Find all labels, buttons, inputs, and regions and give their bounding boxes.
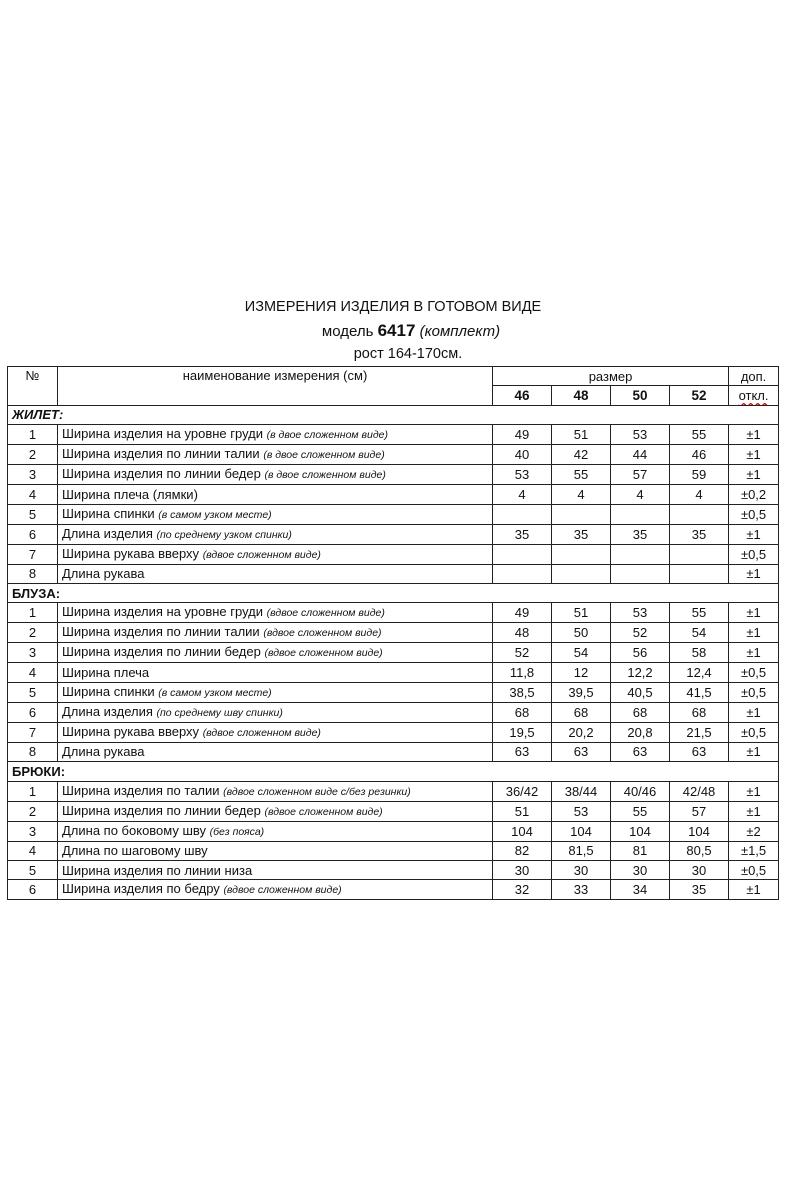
table-row <box>8 742 779 761</box>
measurement-note: (в самом узком месте) <box>158 686 272 699</box>
size-value-46: 48 <box>493 623 552 643</box>
col-header-name: наименование измерения (см) <box>58 367 493 406</box>
col-header-tol-1: доп. <box>729 367 779 386</box>
measurement-name: Ширина изделия по линии бедер <box>62 644 261 660</box>
table-row <box>8 425 779 445</box>
section-row <box>8 405 779 424</box>
tolerance-cell <box>729 465 779 485</box>
size-value-48: 50 <box>552 623 611 643</box>
row-number: 7 <box>8 544 58 564</box>
tolerance-value: ±0,5 <box>740 546 767 562</box>
measurement-note: (вдвое сложенном виде) <box>264 805 383 818</box>
measurement-name-cell <box>58 682 493 702</box>
size-value-48: 55 <box>552 465 611 485</box>
size-value-52: 104 <box>670 821 729 841</box>
tolerance-cell <box>729 425 779 445</box>
measurement-note: (вдвое сложенном виде) <box>202 548 321 561</box>
size-value-52: 55 <box>670 603 729 623</box>
section-title: БРЮКИ: <box>8 762 779 781</box>
measurement-note: (без пояса) <box>209 825 265 838</box>
size-value-48: 63 <box>552 742 611 761</box>
table-row <box>8 485 779 504</box>
size-value-48: 104 <box>552 821 611 841</box>
size-value-48: 12 <box>552 663 611 682</box>
size-value-46: 53 <box>493 465 552 485</box>
size-value-48 <box>552 564 611 583</box>
size-value-46: 11,8 <box>493 663 552 682</box>
size-value-46: 32 <box>493 880 552 900</box>
size-value-50: 57 <box>611 465 670 485</box>
table-row <box>8 860 779 879</box>
measurement-name: Длина по боковому шву <box>62 822 207 838</box>
size-value-46: 36/42 <box>493 781 552 801</box>
size-value-50: 63 <box>611 742 670 761</box>
size-value-48: 35 <box>552 524 611 544</box>
measurement-name-cell <box>58 663 493 682</box>
size-value-50 <box>611 544 670 564</box>
row-number: 4 <box>8 485 58 504</box>
tolerance-cell <box>729 880 779 900</box>
size-value-46: 68 <box>493 702 552 722</box>
measurement-name: Ширина изделия по линии талии <box>62 624 260 640</box>
tolerance-cell <box>729 841 779 860</box>
row-number: 2 <box>8 801 58 821</box>
measurement-name: Длина рукава <box>62 744 145 760</box>
col-header-tol-2-text: откл. <box>738 388 769 404</box>
size-value-46: 49 <box>493 425 552 445</box>
size-value-52: 46 <box>670 445 729 465</box>
tolerance-value: ±0,5 <box>740 665 767 681</box>
size-value-46 <box>493 564 552 583</box>
measurements-table <box>7 366 779 900</box>
measurement-name: Длина по шаговому шву <box>62 843 208 859</box>
tolerance-value: ±1 <box>746 783 761 799</box>
table-row <box>8 702 779 722</box>
tolerance-value: ±1 <box>746 744 761 760</box>
measurement-name-cell <box>58 722 493 742</box>
table-row <box>8 544 779 564</box>
size-value-52: 68 <box>670 702 729 722</box>
size-value-52: 30 <box>670 860 729 879</box>
tolerance-value: ±0,5 <box>740 724 767 740</box>
size-value-46: 38,5 <box>493 682 552 702</box>
size-value-52 <box>670 504 729 524</box>
measurement-name-cell <box>58 465 493 485</box>
measurement-name: Ширина изделия по талии <box>62 782 220 798</box>
measurement-name-cell <box>58 821 493 841</box>
table-row <box>8 643 779 663</box>
size-value-48: 20,2 <box>552 722 611 742</box>
document-title: ИЗМЕРЕНИЯ ИЗДЕЛИЯ В ГОТОВОМ ВИДЕ <box>244 299 542 315</box>
row-number: 5 <box>8 504 58 524</box>
row-number: 4 <box>8 841 58 860</box>
size-value-50: 35 <box>611 524 670 544</box>
size-value-52: 63 <box>670 742 729 761</box>
measurement-name-cell <box>58 742 493 761</box>
size-value-46: 49 <box>493 603 552 623</box>
tolerance-cell <box>729 860 779 879</box>
col-header-size: размер <box>493 367 729 386</box>
measurements-table-body <box>8 367 779 900</box>
measurement-name: Ширина изделия по линии талии <box>62 446 260 462</box>
row-number: 6 <box>8 702 58 722</box>
size-value-52: 35 <box>670 880 729 900</box>
tolerance-cell <box>729 603 779 623</box>
measurement-name-cell <box>58 880 493 900</box>
measurement-note: (по среднему шву спинки) <box>156 706 283 719</box>
size-value-50: 56 <box>611 643 670 663</box>
row-number: 6 <box>8 524 58 544</box>
size-value-52: 42/48 <box>670 781 729 801</box>
tolerance-cell <box>729 682 779 702</box>
measurement-name-cell <box>58 425 493 445</box>
size-value-46: 30 <box>493 860 552 879</box>
tolerance-cell <box>729 485 779 504</box>
size-value-46: 4 <box>493 485 552 504</box>
measurement-note: (вдвое сложенном виде с/без резинки) <box>223 785 411 798</box>
size-value-46 <box>493 504 552 524</box>
row-number: 3 <box>8 465 58 485</box>
tolerance-value: ±1 <box>746 447 761 463</box>
size-value-48: 33 <box>552 880 611 900</box>
size-value-52: 59 <box>670 465 729 485</box>
size-value-50 <box>611 504 670 524</box>
measurement-name-cell <box>58 860 493 879</box>
size-value-52: 58 <box>670 643 729 663</box>
row-number: 3 <box>8 643 58 663</box>
section-row <box>8 762 779 781</box>
measurement-name: Длина изделия <box>62 525 153 541</box>
row-number: 3 <box>8 821 58 841</box>
measurement-note: (вдвое сложенном виде) <box>263 627 382 640</box>
size-value-48 <box>552 544 611 564</box>
size-value-48: 42 <box>552 445 611 465</box>
size-value-46: 35 <box>493 524 552 544</box>
measurement-name-cell <box>58 504 493 524</box>
size-value-50: 81 <box>611 841 670 860</box>
table-row <box>8 623 779 643</box>
tolerance-cell <box>729 722 779 742</box>
table-row <box>8 603 779 623</box>
col-header-tol-2 <box>729 386 779 405</box>
size-value-52 <box>670 544 729 564</box>
row-number: 1 <box>8 781 58 801</box>
table-row <box>8 880 779 900</box>
tolerance-value: ±1 <box>746 467 761 483</box>
measurement-name-cell <box>58 445 493 465</box>
measurement-name-cell <box>58 781 493 801</box>
tolerance-value: ±0,2 <box>740 486 767 502</box>
measurement-name: Ширина рукава вверху <box>62 545 200 561</box>
tolerance-cell <box>729 623 779 643</box>
size-value-48: 54 <box>552 643 611 663</box>
measurement-name: Ширина изделия по линии бедер <box>62 466 261 482</box>
tolerance-value: ±0,5 <box>740 684 767 700</box>
tolerance-value: ±1 <box>746 882 761 898</box>
size-value-50: 104 <box>611 821 670 841</box>
tolerance-value: ±1 <box>746 427 761 443</box>
size-value-46: 82 <box>493 841 552 860</box>
tolerance-cell <box>729 742 779 761</box>
size-value-52: 41,5 <box>670 682 729 702</box>
row-number: 5 <box>8 682 58 702</box>
row-number: 8 <box>8 742 58 761</box>
size-value-50: 30 <box>611 860 670 879</box>
size-value-52: 55 <box>670 425 729 445</box>
model-line <box>22 319 800 343</box>
tolerance-value: ±1 <box>746 566 761 582</box>
size-value-52 <box>670 564 729 583</box>
measurement-name-cell <box>58 524 493 544</box>
size-value-50 <box>611 564 670 583</box>
measurement-name: Ширина изделия на уровне груди <box>62 604 264 620</box>
measurement-name-cell <box>58 841 493 860</box>
table-row <box>8 781 779 801</box>
measurement-name: Длина рукава <box>62 566 145 582</box>
section-title: БЛУЗА: <box>8 583 779 602</box>
table-row <box>8 821 779 841</box>
tolerance-value: ±1 <box>746 526 761 542</box>
size-header-48: 48 <box>552 386 611 405</box>
table-row <box>8 445 779 465</box>
size-value-52: 21,5 <box>670 722 729 742</box>
row-number: 2 <box>8 623 58 643</box>
size-header-50: 50 <box>611 386 670 405</box>
measurement-note: (вдвое сложенном виде) <box>223 884 342 897</box>
measurement-name: Ширина изделия по бедру <box>62 881 220 897</box>
size-value-52: 12,4 <box>670 663 729 682</box>
height-line: рост 164-170см. <box>353 346 463 362</box>
size-value-50: 34 <box>611 880 670 900</box>
size-header-46: 46 <box>493 386 552 405</box>
size-value-46: 40 <box>493 445 552 465</box>
size-value-48: 81,5 <box>552 841 611 860</box>
table-row <box>8 801 779 821</box>
measurement-name: Ширина плеча (лямки) <box>62 486 198 502</box>
measurement-name-cell <box>58 643 493 663</box>
size-value-52: 4 <box>670 485 729 504</box>
tolerance-cell <box>729 801 779 821</box>
size-value-52: 80,5 <box>670 841 729 860</box>
tolerance-value: ±0,5 <box>740 862 767 878</box>
table-row <box>8 663 779 682</box>
row-number: 5 <box>8 860 58 879</box>
measurement-name-cell <box>58 564 493 583</box>
tolerance-cell <box>729 821 779 841</box>
size-value-50: 53 <box>611 603 670 623</box>
table-row <box>8 564 779 583</box>
size-value-48: 30 <box>552 860 611 879</box>
size-value-52: 54 <box>670 623 729 643</box>
measurement-name-cell <box>58 702 493 722</box>
model-prefix: модель <box>321 323 374 340</box>
measurement-note: (в двое сложенном виде) <box>264 469 386 482</box>
measurement-note: (вдвое сложенном виде) <box>202 726 321 739</box>
size-value-48: 38/44 <box>552 781 611 801</box>
tolerance-value: ±1 <box>746 625 761 641</box>
row-number: 4 <box>8 663 58 682</box>
row-number: 6 <box>8 880 58 900</box>
tolerance-value: ±1 <box>746 803 761 819</box>
model-number: 6417 <box>377 321 416 340</box>
table-row <box>8 722 779 742</box>
document-header <box>0 296 800 366</box>
size-value-50: 40,5 <box>611 682 670 702</box>
size-value-50: 12,2 <box>611 663 670 682</box>
tolerance-value: ±0,5 <box>740 506 767 522</box>
size-value-48 <box>552 504 611 524</box>
tolerance-cell <box>729 663 779 682</box>
size-value-48: 51 <box>552 603 611 623</box>
size-value-46: 104 <box>493 821 552 841</box>
size-value-50: 53 <box>611 425 670 445</box>
tolerance-cell <box>729 643 779 663</box>
measurement-name: Ширина спинки <box>62 683 155 699</box>
size-value-48: 39,5 <box>552 682 611 702</box>
section-title: ЖИЛЕТ: <box>8 405 779 424</box>
measurement-name-cell <box>58 623 493 643</box>
size-value-50: 52 <box>611 623 670 643</box>
measurement-name-cell <box>58 801 493 821</box>
measurement-name: Ширина изделия на уровне груди <box>62 426 264 442</box>
measurement-name: Ширина изделия по линии низа <box>62 862 253 878</box>
table-row <box>8 504 779 524</box>
size-value-48: 53 <box>552 801 611 821</box>
size-value-50: 55 <box>611 801 670 821</box>
table-row <box>8 841 779 860</box>
size-value-48: 68 <box>552 702 611 722</box>
row-number: 1 <box>8 425 58 445</box>
tolerance-value: ±1 <box>746 605 761 621</box>
measurement-note: (по среднему узком спинки) <box>156 528 292 541</box>
row-number: 1 <box>8 603 58 623</box>
tolerance-value: ±1 <box>746 645 761 661</box>
tolerance-cell <box>729 504 779 524</box>
size-value-50: 20,8 <box>611 722 670 742</box>
tolerance-value: ±2 <box>746 823 761 839</box>
tolerance-value: ±1,5 <box>740 843 767 859</box>
size-value-50: 44 <box>611 445 670 465</box>
tolerance-value: ±1 <box>746 704 761 720</box>
measurement-name: Ширина рукава вверху <box>62 723 200 739</box>
size-value-50: 4 <box>611 485 670 504</box>
measurement-name: Ширина изделия по линии бедер <box>62 802 261 818</box>
size-value-50: 40/46 <box>611 781 670 801</box>
tolerance-cell <box>729 781 779 801</box>
size-value-52: 57 <box>670 801 729 821</box>
tolerance-cell <box>729 544 779 564</box>
measurement-name: Ширина спинки <box>62 505 155 521</box>
tolerance-cell <box>729 564 779 583</box>
size-value-46: 63 <box>493 742 552 761</box>
size-value-46: 52 <box>493 643 552 663</box>
measurement-note: (в двое сложенном виде) <box>263 449 385 462</box>
row-number: 2 <box>8 445 58 465</box>
measurement-name-cell <box>58 485 493 504</box>
size-header-52: 52 <box>670 386 729 405</box>
size-value-48: 4 <box>552 485 611 504</box>
col-header-no: № <box>8 367 58 406</box>
table-row <box>8 465 779 485</box>
size-value-46: 51 <box>493 801 552 821</box>
measurement-name: Длина изделия <box>62 703 153 719</box>
measurement-note: (вдвое сложенном виде) <box>266 607 385 620</box>
tolerance-cell <box>729 445 779 465</box>
measurement-name: Ширина плеча <box>62 665 150 681</box>
size-value-50: 68 <box>611 702 670 722</box>
table-header-row-1 <box>8 367 779 386</box>
row-number: 8 <box>8 564 58 583</box>
size-value-48: 51 <box>552 425 611 445</box>
model-suffix: (комплект) <box>419 323 501 340</box>
measurement-note: (в самом узком месте) <box>158 508 272 521</box>
tolerance-cell <box>729 702 779 722</box>
row-number: 7 <box>8 722 58 742</box>
table-row <box>8 524 779 544</box>
size-value-46 <box>493 544 552 564</box>
table-row <box>8 682 779 702</box>
size-value-52: 35 <box>670 524 729 544</box>
section-row <box>8 583 779 602</box>
measurement-note: (в двое сложенном виде) <box>266 429 389 442</box>
tolerance-cell <box>729 524 779 544</box>
measurement-name-cell <box>58 544 493 564</box>
measurement-note: (вдвое сложенном виде) <box>264 647 383 660</box>
size-value-46: 19,5 <box>493 722 552 742</box>
measurement-name-cell <box>58 603 493 623</box>
